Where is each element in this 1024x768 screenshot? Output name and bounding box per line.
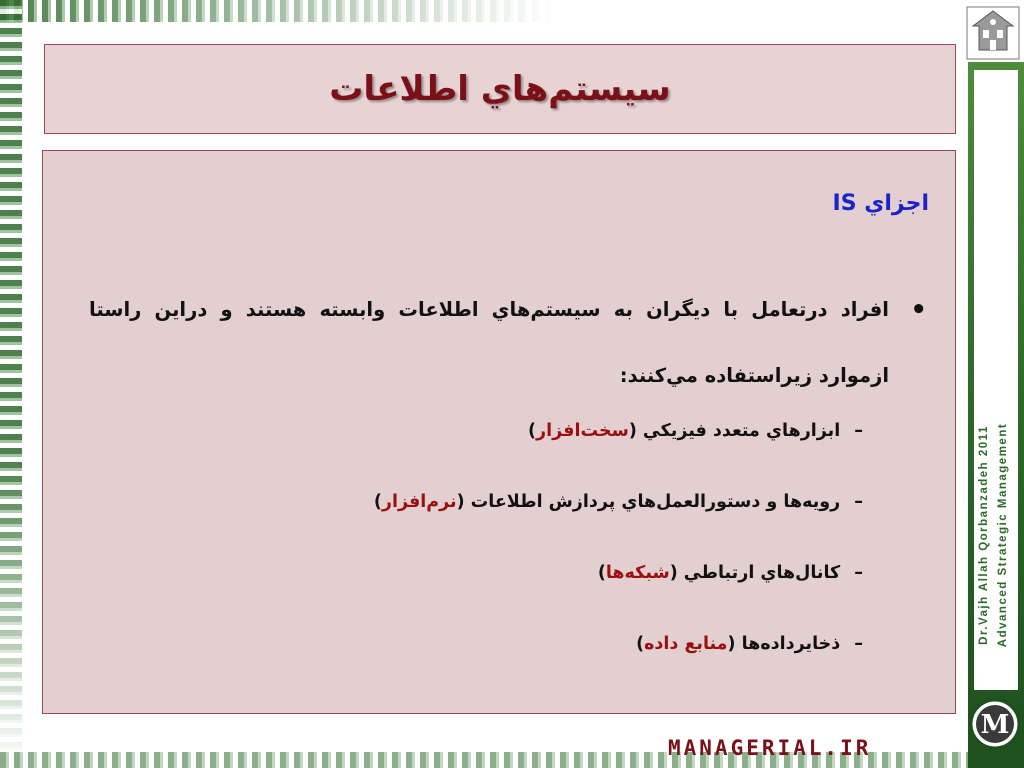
bullet-icon: • (910, 295, 927, 325)
section-heading: اجزاي IS (832, 191, 929, 216)
list-item (263, 492, 863, 563)
item-close: ) (373, 492, 382, 512)
content-box (42, 150, 956, 714)
item-close: ) (636, 634, 645, 654)
logo-letter: M (980, 710, 1010, 740)
list-item (263, 563, 863, 634)
dash-icon: – (854, 563, 863, 583)
item-highlight: سخت‌افزار (536, 421, 629, 441)
managerial-m-logo-icon (968, 690, 1022, 754)
list-item (263, 421, 863, 492)
item-close: ) (528, 421, 537, 441)
title-box (44, 44, 956, 134)
item-text: ابزارهاي متعدد فيزيكي ( (628, 421, 841, 441)
bullet-text: افراد درتعامل با ديگران به سيستم‌هاي اطلاعات وابسته هستند و دراين راستا ازموارد زيراستفاده مي‌كنند: (89, 298, 889, 387)
dash-icon: – (854, 492, 863, 512)
vertical-credit (975, 405, 1017, 665)
item-text: رويه‌ها و دستورالعمل‌هاي پردازش اطلاعات ( (456, 492, 841, 512)
item-highlight: منابع داده (644, 634, 728, 654)
credit-line-1: Dr.Vajh Allah Qorbanzadeh 2011 (978, 425, 990, 645)
bullet-item (89, 277, 929, 409)
item-text: كانال‌هاي ارتباطي ( (669, 563, 841, 583)
item-highlight: نرم‌افزار (381, 492, 457, 512)
credit-line-2: Advanced Strategic Management (997, 422, 1009, 648)
dash-icon: – (854, 421, 863, 441)
dash-icon: – (854, 634, 863, 654)
item-text: ذخايرداده‌ها ( (727, 634, 841, 654)
item-close: ) (597, 563, 606, 583)
top-stripe-fade (0, 0, 560, 22)
slide-title: سيستم‌هاي اطلاعات (329, 69, 671, 109)
sub-list (263, 421, 863, 705)
left-stripe-fade (0, 0, 22, 768)
list-item (263, 634, 863, 705)
site-label: MANAGERIAL.IR (668, 736, 872, 760)
item-highlight: شبكه‌ها (605, 563, 670, 583)
university-logo-icon (966, 6, 1020, 60)
